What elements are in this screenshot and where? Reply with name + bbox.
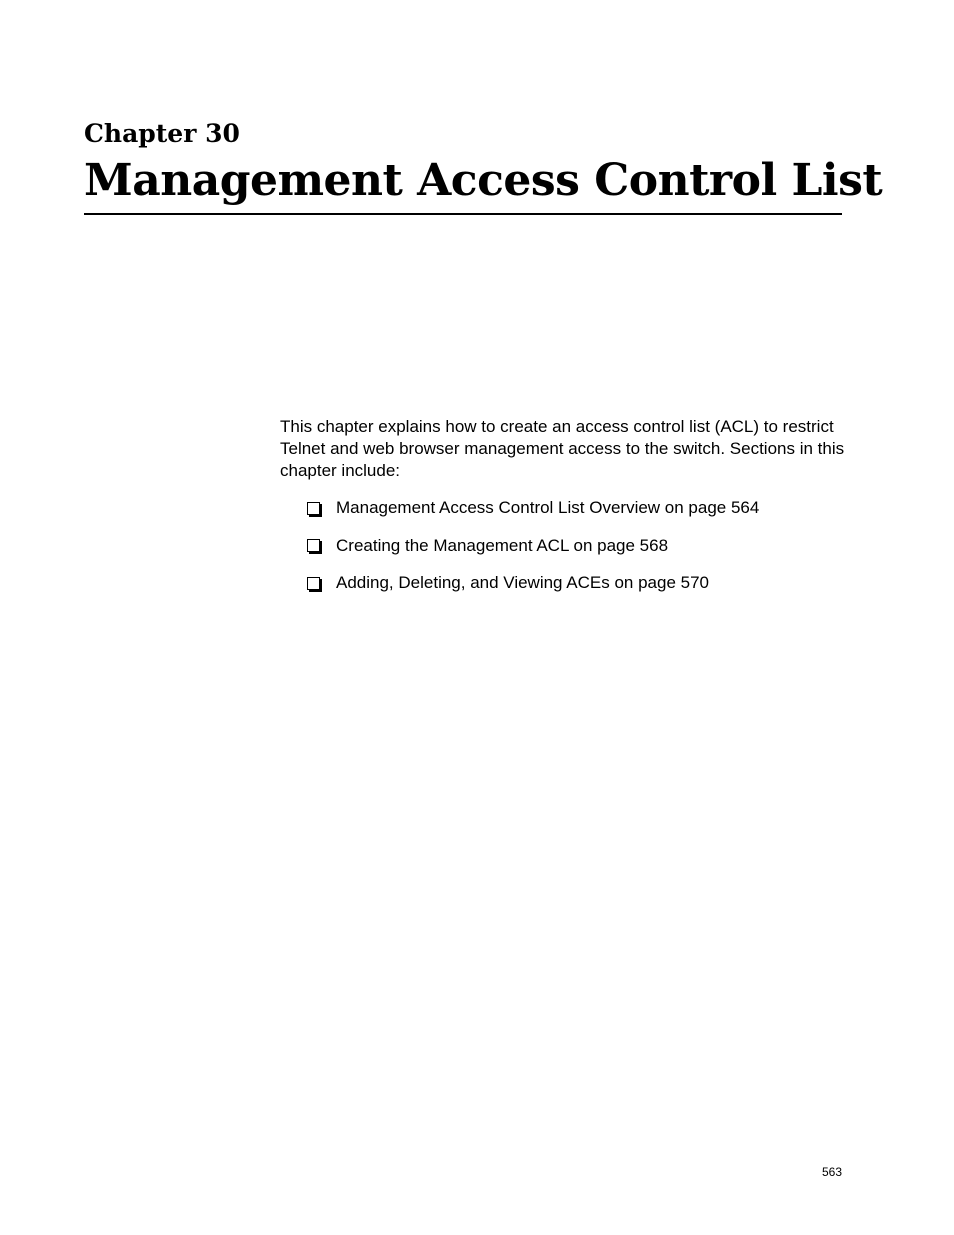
section-link-aces[interactable]: Adding, Deleting, and Viewing ACEs on page 570 xyxy=(336,573,710,592)
chapter-title: Management Access Control List xyxy=(84,155,883,206)
section-link-creating-acl[interactable]: Creating the Management ACL on page 568 xyxy=(336,535,669,555)
list-item xyxy=(307,535,759,557)
page-number: 563 xyxy=(822,1165,843,1179)
title-underline xyxy=(84,213,842,215)
checkbox-icon xyxy=(307,577,320,590)
section-list xyxy=(307,497,759,610)
chapter-label: Chapter 30 xyxy=(84,119,240,148)
checkbox-icon xyxy=(307,539,320,552)
checkbox-icon xyxy=(307,502,320,515)
list-item xyxy=(307,572,759,594)
intro-paragraph: This chapter explains how to create an access control list (ACL) to restrict Telnet and web browser management access to the switch. Sections in this chapter include: xyxy=(280,417,845,480)
section-link-overview[interactable]: Management Access Control List Overview on page 564 xyxy=(336,498,760,517)
list-item xyxy=(307,497,759,519)
